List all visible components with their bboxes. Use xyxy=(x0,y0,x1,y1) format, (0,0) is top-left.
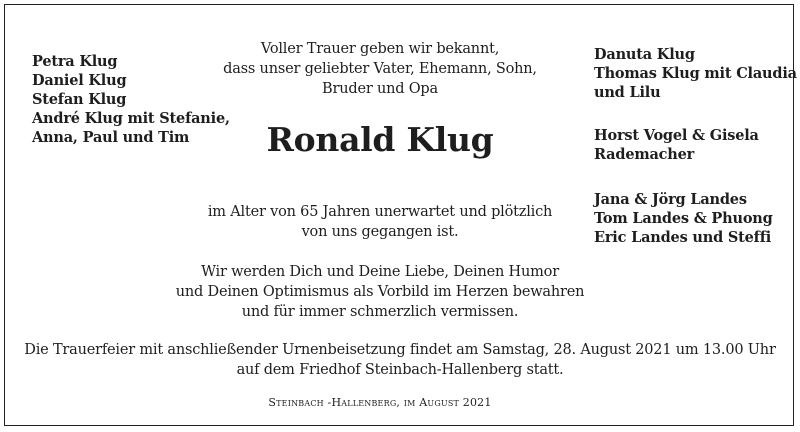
age-text xyxy=(180,202,580,242)
deceased-name: Ronald Klug xyxy=(266,120,494,159)
right-mourners-group-1 xyxy=(594,45,797,102)
memory-text xyxy=(160,262,600,322)
intro-line: Bruder und Opa xyxy=(322,81,438,97)
mourner-name: und Lilu xyxy=(594,84,661,101)
mourner-name: Daniel Klug xyxy=(32,72,127,89)
mourner-name: Danuta Klug xyxy=(594,46,695,63)
memory-line: und Deinen Optimismus als Vorbild im Herzen bewahren xyxy=(175,284,585,300)
right-mourners-group-3 xyxy=(594,190,789,247)
mourner-name: Petra Klug xyxy=(32,53,118,70)
mourner-name: Thomas Klug mit Claudia xyxy=(594,65,797,82)
mourner-name: Tom Landes & Phuong xyxy=(594,210,773,227)
mourner-name: André Klug mit Stefanie, xyxy=(32,110,230,127)
intro-line: Voller Trauer geben wir bekannt, xyxy=(260,41,500,57)
mourner-name: Eric Landes und Steffi xyxy=(594,229,772,246)
ceremony-line: Die Trauerfeier mit anschließender Urnenbeisetzung findet am Samstag, 28. August 2021 um 13.00 Uhr xyxy=(24,342,776,358)
age-line: von uns gegangen ist. xyxy=(301,224,459,240)
mourner-name: Horst Vogel & Gisela xyxy=(594,127,759,144)
mourner-name: Anna, Paul und Tim xyxy=(32,129,190,146)
intro-text xyxy=(200,39,560,99)
age-line: im Alter von 65 Jahren unerwartet und plötzlich xyxy=(207,204,553,220)
mourner-name: Jana & Jörg Landes xyxy=(594,191,747,208)
ceremony-text xyxy=(20,340,780,380)
ceremony-line: auf dem Friedhof Steinbach-Hallenberg statt. xyxy=(236,362,564,378)
mourner-name: Stefan Klug xyxy=(32,91,127,108)
memory-line: Wir werden Dich und Deine Liebe, Deinen Humor xyxy=(201,264,559,280)
right-mourners-group-2 xyxy=(594,126,789,164)
memory-line: und für immer schmerzlich vermissen. xyxy=(241,304,519,320)
mourner-name: Rademacher xyxy=(594,146,695,163)
intro-line: dass unser geliebter Vater, Ehemann, Sohn, xyxy=(223,61,537,77)
place-date-footer: Steinbach -Hallenberg, im August 2021 xyxy=(268,396,492,409)
